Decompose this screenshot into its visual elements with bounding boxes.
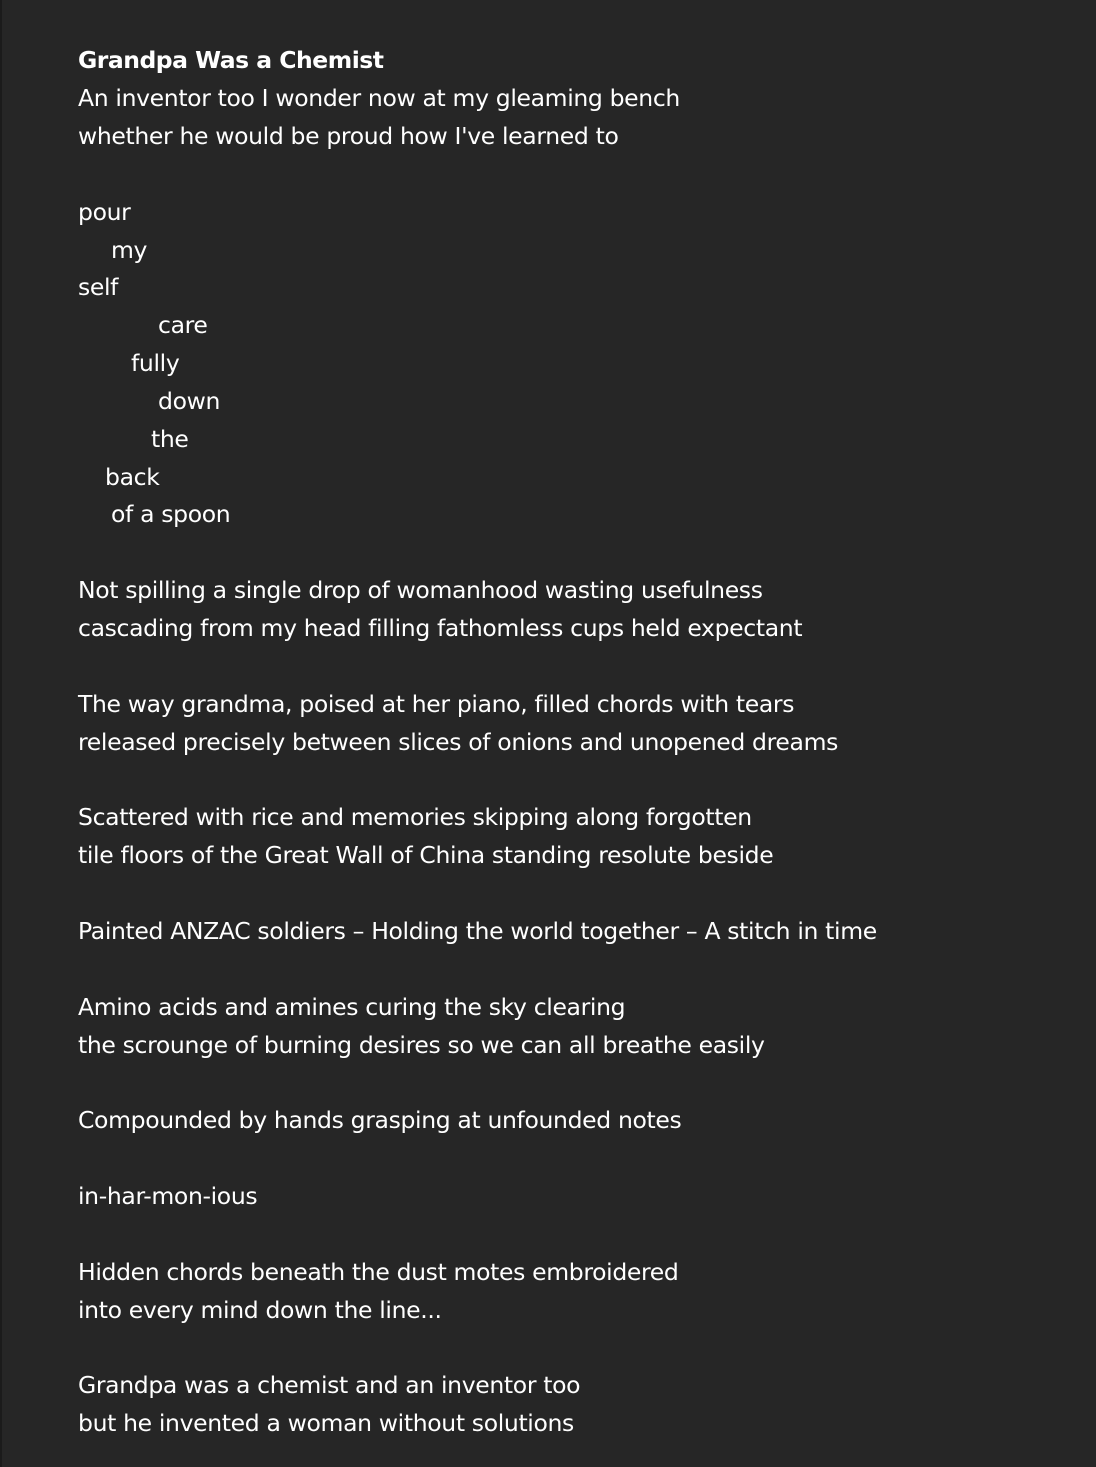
poem-line: Scattered with rice and memories skipping along forgotten (78, 803, 752, 831)
poem-line: in-har-mon-ious (78, 1182, 258, 1210)
poem-line: Grandpa was a chemist and an inventor too (78, 1371, 581, 1399)
poem-title: Grandpa Was a Chemist (78, 46, 384, 74)
poem-line: tile floors of the Great Wall of China standing resolute beside (78, 841, 774, 869)
cascade-word: the (151, 425, 189, 453)
poem-line: An inventor too I wonder now at my gleaming bench (78, 84, 680, 112)
cascade-word: back (105, 463, 160, 491)
cascade-word: down (158, 387, 221, 415)
poem-line: cascading from my head filling fathomless cups held expectant (78, 614, 803, 642)
poem-line: The way grandma, poised at her piano, filled chords with tears (78, 690, 795, 718)
cascade-word: care (158, 311, 208, 339)
poem-line: but he invented a woman without solutions (78, 1409, 574, 1437)
poem-line: Amino acids and amines curing the sky clearing (78, 993, 626, 1021)
poem-line: whether he would be proud how I've learned to (78, 122, 619, 150)
poem-line: the scrounge of burning desires so we can all breathe easily (78, 1031, 765, 1059)
poem-line: Not spilling a single drop of womanhood wasting usefulness (78, 576, 763, 604)
cascade-word: fully (131, 349, 180, 377)
cascade-word: pour (78, 198, 131, 226)
poem-line: Compounded by hands grasping at unfounded notes (78, 1106, 682, 1134)
poem-line: into every mind down the line... (78, 1296, 442, 1324)
poem-line: Painted ANZAC soldiers – Holding the world together – A stitch in time (78, 917, 877, 945)
cascade-word: my (111, 236, 148, 264)
poem-line: Hidden chords beneath the dust motes embroidered (78, 1258, 679, 1286)
poem-line: released precisely between slices of onions and unopened dreams (78, 728, 839, 756)
cascade-word: self (78, 273, 119, 301)
cascade-word: of a spoon (111, 500, 231, 528)
